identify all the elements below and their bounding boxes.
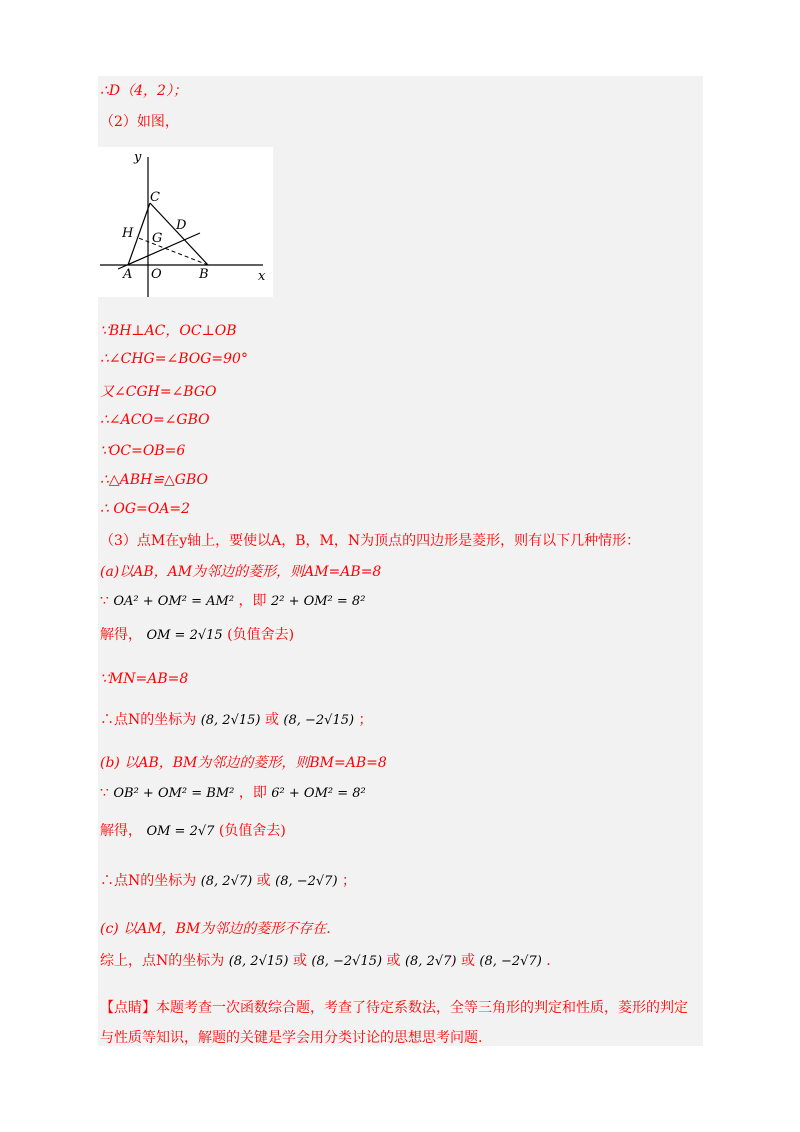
equation-pythag-a: OA² + OM² = AM²: [113, 594, 235, 609]
line-case-a: (a)以AB，AM为邻边的菱形，则AM=AB=8: [100, 564, 382, 580]
text-or: 或: [264, 712, 279, 728]
line-case-a-equation: [100, 590, 365, 610]
line-case-c: (c) 以AM，BM为邻边的菱形不存在.: [100, 921, 331, 937]
therefore-symbol: ∵: [100, 593, 109, 609]
label-c: C: [150, 190, 160, 205]
coord-sum3: (8, 2√7): [404, 954, 457, 969]
line-congruent: ∴△ABH≌△GBO: [100, 472, 208, 488]
coord-a2: (8, −2√15): [283, 713, 355, 728]
label-a: A: [123, 267, 133, 282]
line-angle-cgh: 又∠CGH=∠BGO: [100, 384, 217, 400]
equation-pythag-a-numeric: 2² + OM² = 8²: [270, 594, 366, 609]
line-case-b-coords: [100, 870, 356, 890]
text-negative-discarded: (负值舍去): [218, 823, 286, 839]
line-case-b-equation: [100, 782, 366, 802]
text-coords-prefix: ∴点N的坐标为: [100, 873, 197, 889]
text-or: 或: [386, 953, 401, 969]
label-o: O: [151, 267, 162, 282]
label-g: G: [152, 231, 163, 246]
text-or: 或: [256, 873, 271, 889]
line-part3-heading: （3）点M在y轴上，要使以A，B，M，N为顶点的四边形是菱形，则有以下几种情形：: [100, 533, 641, 549]
text-coords-prefix: ∴点N的坐标为: [100, 712, 197, 728]
coord-sum2: (8, −2√15): [311, 954, 383, 969]
line-case-a-solution: [100, 624, 294, 644]
equation-om-a: OM = 2√15: [146, 628, 223, 643]
line-mn-ab: ∵MN=AB=8: [100, 671, 189, 687]
line-summary-coords: [100, 950, 551, 970]
text-namely: ，即: [238, 593, 267, 609]
geometry-figure: [98, 147, 273, 297]
equation-pythag-b-numeric: 6² + OM² = 8²: [271, 786, 366, 801]
line-case-b: (b) 以AB，BM为邻边的菱形，则BM=AB=8: [100, 755, 387, 771]
text-or: 或: [460, 953, 475, 969]
line-angle-90: ∴∠CHG=∠BOG=90°: [100, 351, 248, 367]
line-case-a-coords: [100, 709, 373, 729]
coord-b2: (8, −2√7): [275, 874, 338, 889]
line-angle-aco: ∴∠ACO=∠GBO: [100, 412, 210, 428]
label-y: y: [134, 150, 142, 165]
therefore-symbol: ∵: [100, 785, 109, 801]
text-namely: ，即: [238, 785, 267, 801]
text-semicolon: ；: [358, 712, 373, 728]
coord-b1: (8, 2√7): [200, 874, 253, 889]
line-d-coord: ∴D（4，2）；: [100, 83, 187, 99]
line-part2-heading: （2）如图，: [100, 114, 179, 130]
text-solve: 解得，: [100, 823, 142, 839]
segment-bh: [136, 237, 208, 265]
coord-sum1: (8, 2√15): [228, 954, 289, 969]
text-semicolon: ；: [341, 873, 356, 889]
text-solve: 解得，: [100, 627, 142, 643]
line-comment-2: 与性质等知识，解题的关键是学会用分类讨论的思想思考问题.: [100, 1030, 483, 1046]
text-negative-discarded: (负值舍去): [227, 627, 295, 643]
line-given-perp: ∵BH⊥AC，OC⊥OB: [100, 323, 237, 339]
label-d: D: [176, 218, 187, 233]
label-x: x: [258, 269, 266, 284]
text-or: 或: [292, 953, 307, 969]
line-og-oa: ∴ OG=OA=2: [100, 501, 190, 517]
coord-sum4: (8, −2√7): [479, 954, 542, 969]
equation-pythag-b: OB² + OM² = BM²: [113, 786, 235, 801]
label-b: B: [199, 267, 209, 282]
text-period: .: [546, 953, 551, 969]
line-case-b-solution: [100, 820, 286, 840]
equation-om-b: OM = 2√7: [146, 824, 215, 839]
label-h: H: [122, 226, 134, 241]
text-summary-prefix: 综上，点N的坐标为: [100, 953, 225, 969]
line-comment-1: 【点睛】本题考查一次函数综合题，考查了待定系数法，全等三角形的判定和性质，菱形的判定: [100, 1000, 688, 1016]
line-oc-ob: ∵OC=OB=6: [100, 443, 186, 459]
coord-a1: (8, 2√15): [200, 713, 261, 728]
